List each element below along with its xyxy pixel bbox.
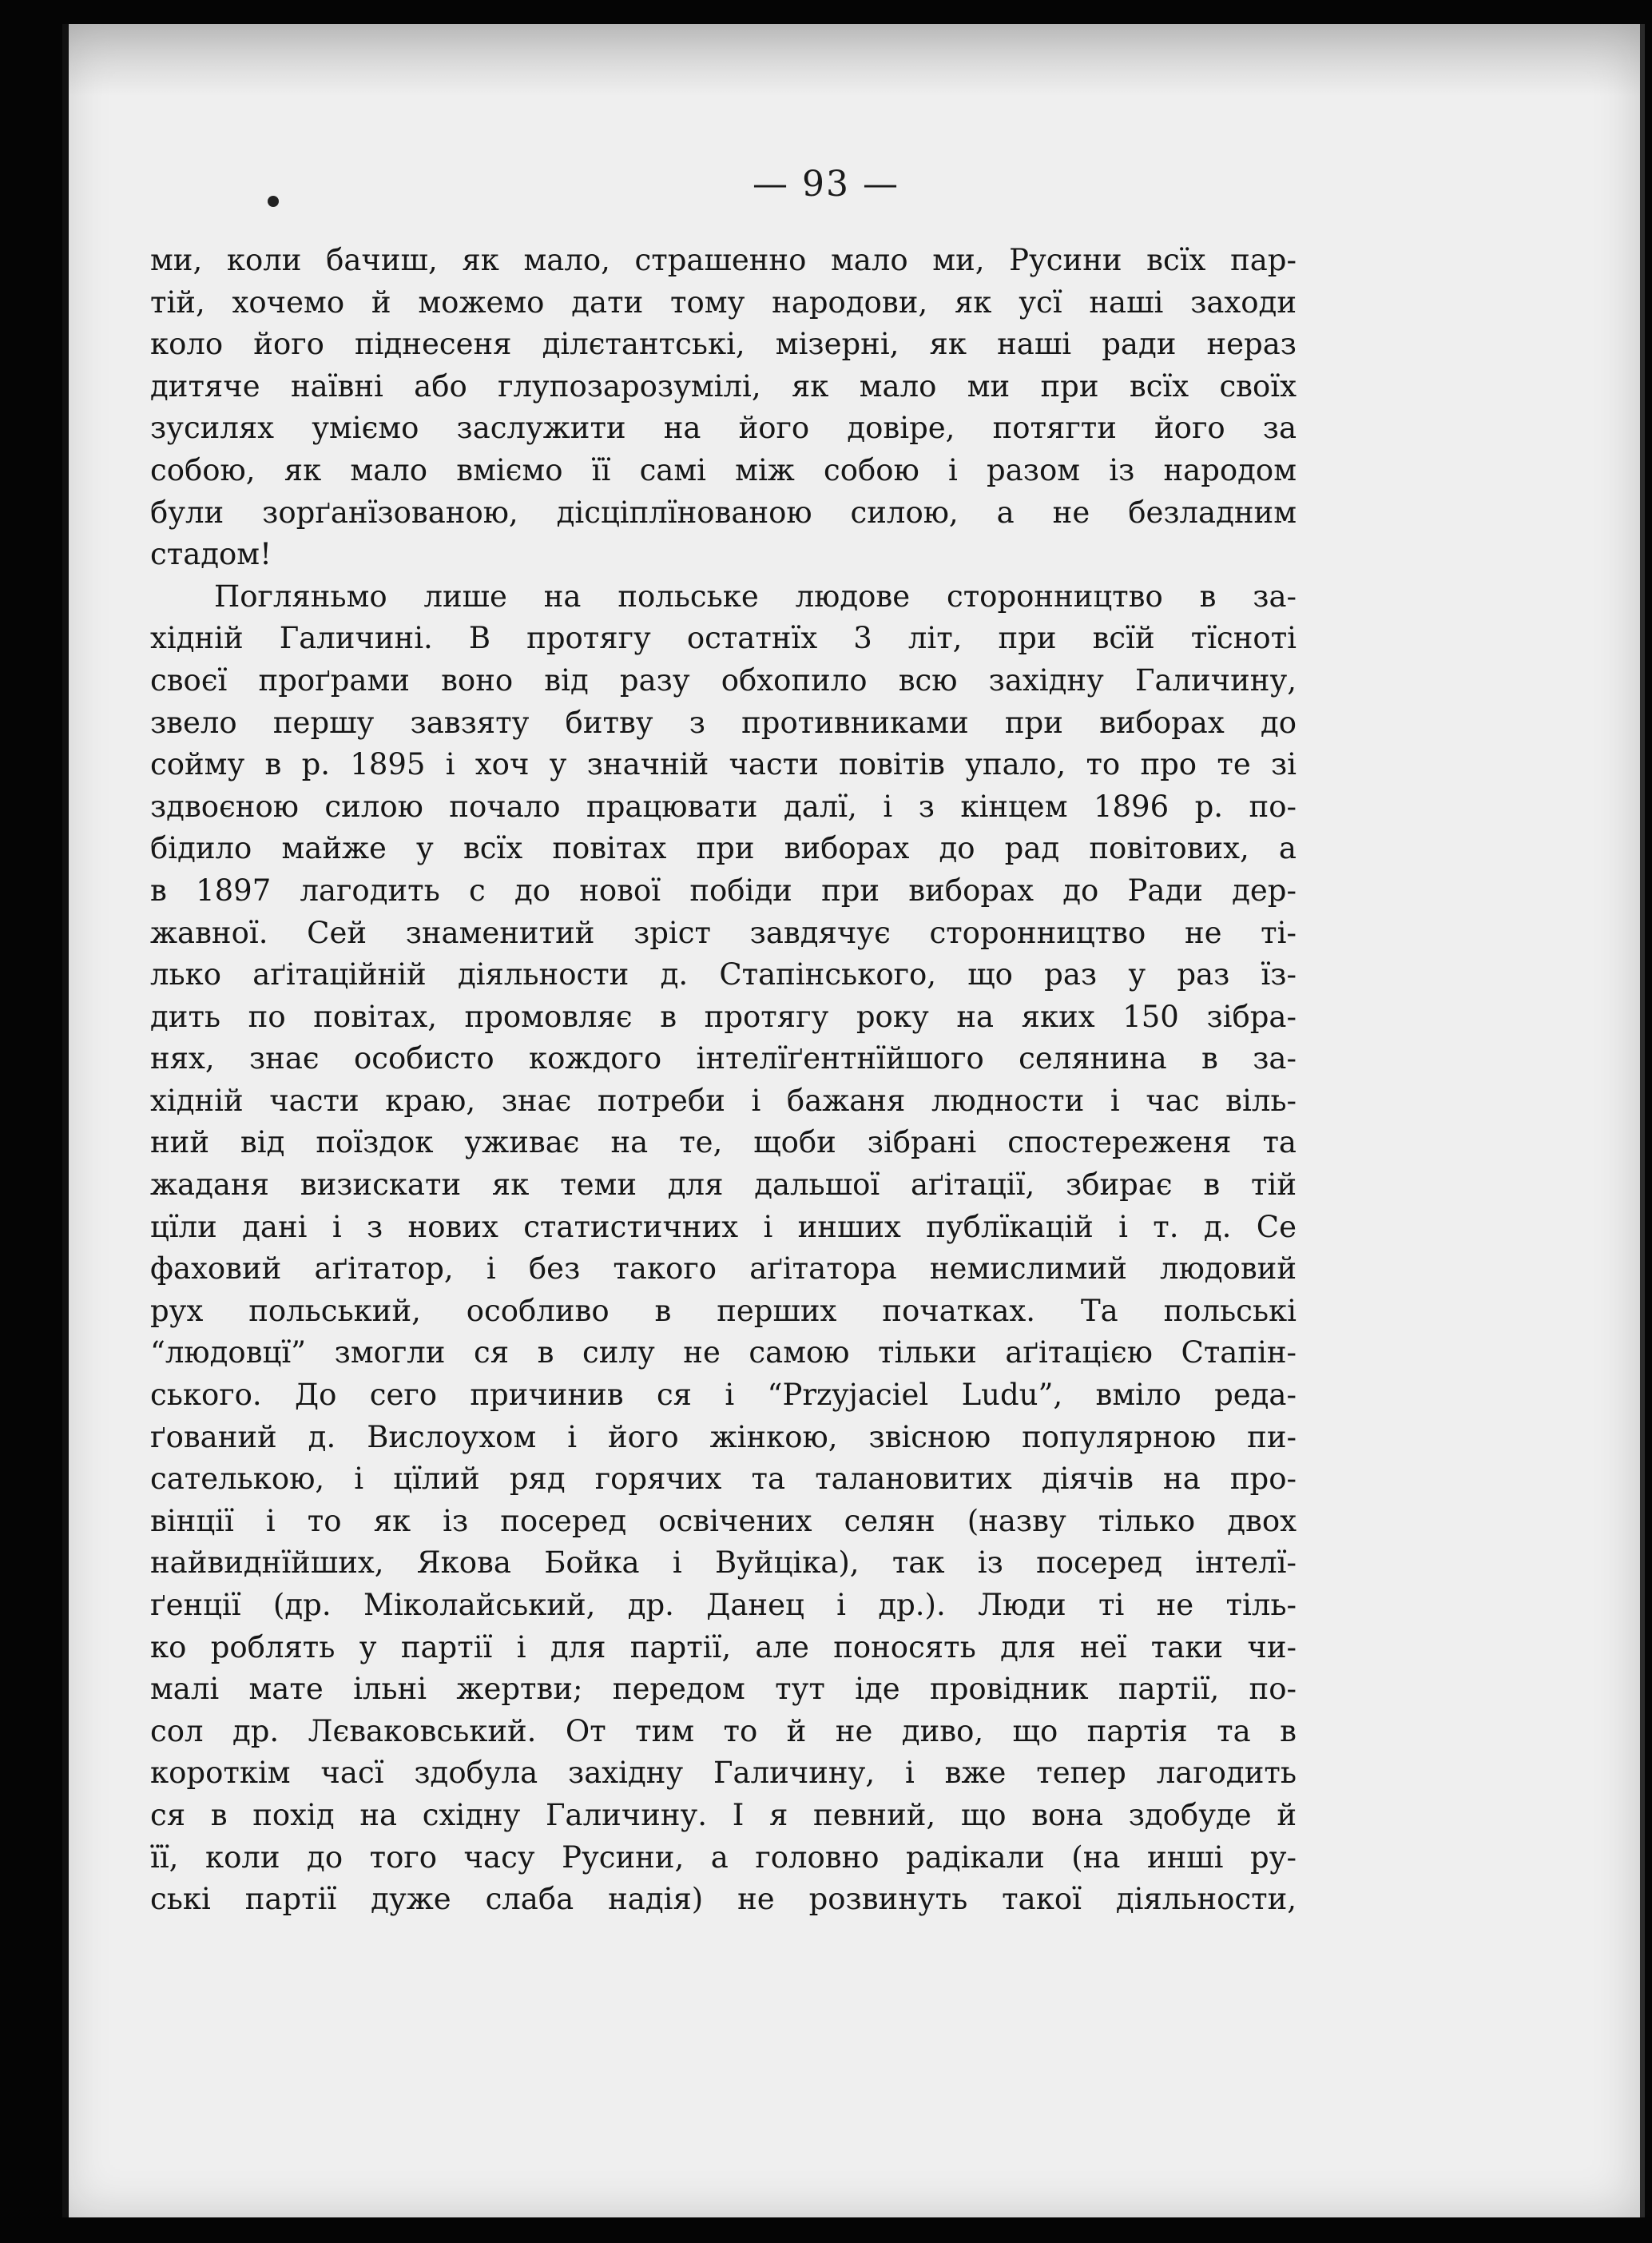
- text-line: своєї проґрами воно від разу обхопило всю західну Галичину,: [150, 662, 1297, 698]
- body-text: [150, 240, 1297, 1921]
- text-line: малі мате ільні жертви; передом тут іде провідник партії, по-: [150, 1672, 1297, 1707]
- text-line: жавної. Сей знаменитий зріст завдячує сторонництво не ті-: [150, 915, 1297, 950]
- text-line: в 1897 лагодить с до нової побіди при виборах до Ради дер-: [150, 873, 1297, 908]
- text-line: коло його піднесеня ділєтантські, мізерні, як наші ради нераз: [150, 327, 1297, 362]
- text-line: ські партії дуже слаба надія) не розвинуть такої діяльности,: [150, 1882, 1297, 1917]
- text-line: сойму в р. 1895 і хоч у значній части повітів упало, то про те зі: [150, 747, 1297, 782]
- text-line: сателькою, і цїлий ряд горячих та талановитих діячів на про-: [150, 1462, 1297, 1497]
- text-line: звело першу завзяту битву з противниками при виборах до: [150, 705, 1297, 740]
- text-line: нях, знає особисто кождого інтелїґентнїйшого селянина в за-: [150, 1041, 1297, 1076]
- text-line: фаховий аґітатор, і без такого аґітатора немислимий людовий: [150, 1251, 1297, 1287]
- text-line: ґований д. Вислоухом і його жінкою, звісною популярною пи-: [150, 1419, 1297, 1454]
- text-line: ний від поїздок уживає на те, щоби зібрані спостереженя та: [150, 1125, 1297, 1160]
- text-line: були зорґанїзованою, дісціплїнованою силою, а не безладним: [150, 495, 1297, 530]
- text-line: зусилях уміємо заслужити на його довіре, потягти його за: [150, 411, 1297, 446]
- text-line: тій, хочемо й можемо дати тому народови, як усї наші заходи: [150, 284, 1297, 320]
- text-line: сол др. Лєваковський. От тим то й не диво, що партія та в: [150, 1713, 1297, 1748]
- text-line: її, коли до того часу Русини, а головно радікали (на инші ру-: [150, 1839, 1297, 1875]
- text-line: ґенції (др. Міколайський, др. Данец і др.). Люди ті не тіль-: [150, 1588, 1297, 1622]
- text-line: здвоєною силою почало працювати далї, і з кінцем 1896 р. по-: [150, 789, 1297, 824]
- text-line: ського. До сего причинив ся і “Przyjaciel Ludu”, вміло реда-: [150, 1378, 1297, 1413]
- text-line: хідній части краю, знає потреби і бажаня людности і час віль-: [150, 1083, 1297, 1118]
- text-line: “людовцї” змогли ся в силу не самою тільки аґітацією Стапін-: [150, 1335, 1297, 1370]
- text-line: ми, коли бачиш, як мало, страшенно мало ми, Русини всїх пар-: [150, 243, 1297, 277]
- text-line: цїли дані і з нових статистичних і инших публїкацій і т. д. Се: [150, 1209, 1297, 1244]
- text-line: вінції і то як із посеред освічених селян (назву тілько двох: [150, 1503, 1297, 1538]
- text-line: ся в похід на східну Галичину. І я певний, що вона здобуде й: [150, 1797, 1297, 1832]
- text-line: дить по повітах, промовляє в протягу року на яких 150 зібра-: [150, 999, 1297, 1034]
- text-line: ко роблять у партії і для партії, але поносять для неї таки чи-: [150, 1629, 1297, 1664]
- text-line: лько аґітаційній діяльности д. Стапінського, що раз у раз їз-: [150, 957, 1297, 992]
- text-line: хідній Галичині. В протягу остатнїх 3 літ, при всїй тїсноті: [150, 621, 1297, 656]
- text-line: бідило майже у всїх повітах при виборах до рад повітових, а: [150, 831, 1297, 866]
- text-line: короткім часї здобула західну Галичину, і вже тепер лагодить: [150, 1756, 1297, 1791]
- text-line: стадом!: [150, 537, 272, 572]
- text-line: рух польський, особливо в перших початках. Та польські: [150, 1293, 1297, 1328]
- text-line: жаданя визискати як теми для дальшої аґітації, збирає в тій: [150, 1167, 1297, 1203]
- text-line: найвиднїйших, Якова Бойка і Вуйціка), так із посеред інтелї-: [150, 1545, 1297, 1581]
- paragraph-start-line: Погляньмо лише на польське людове сторонництво в за-: [214, 579, 1297, 614]
- text-line: собою, як мало вміємо її самі між собою і разом із народом: [150, 452, 1297, 487]
- page-binding-edge: [62, 24, 69, 2217]
- text-line: дитяче наївні або глупозарозумілі, як мало ми при всїх своїх: [150, 368, 1297, 404]
- page-number: — 93 —: [753, 164, 899, 205]
